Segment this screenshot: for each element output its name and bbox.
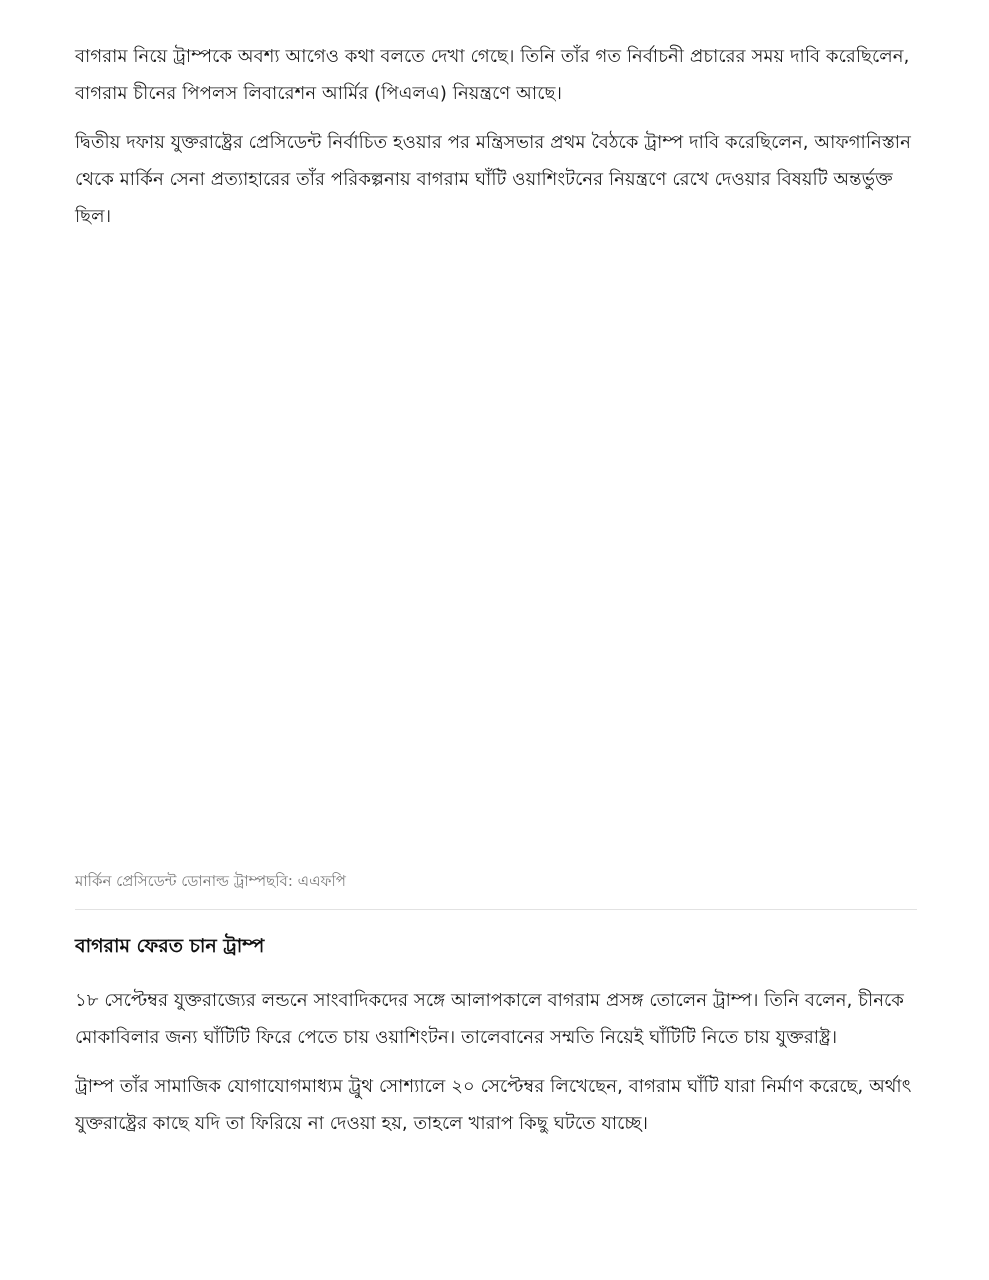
section-heading: বাগরাম ফেরত চান ট্রাম্প [75,935,265,957]
article-paragraph: ১৮ সেপ্টেম্বর যুক্তরাজ্যের লন্ডনে সাংবাদিকদের সঙ্গে আলাপকালে বাগরাম প্রসঙ্গ তোলেন ট্রাম্প। তিনি বলেন, চীনকে মোকাবিলার জন্য ঘাঁটিটি ফিরে পেতে চায় ওয়াশিংটন। তালেবানের সম্মতি নিয়েই ঘাঁটিটি নিতে চায় যুক্তরাষ্ট্র। [75,990,904,1048]
article-photo [75,262,917,852]
caption-divider [75,909,917,910]
photo-credit: ছবি: এএফপি [266,872,346,890]
article-paragraph: ট্রাম্প তাঁর সামাজিক যোগাযোগমাধ্যম ট্রুথ সোশ্যালে ২০ সেপ্টেম্বর লিখেছেন, বাগরাম ঘাঁটি যারা নির্মাণ করেছে, অর্থাৎ যুক্তরাষ্ট্রের কাছে যদি তা ফিরিয়ে না দেওয়া হয়, তাহলে খারাপ কিছু ঘটতে যাচ্ছে। [75,1076,912,1134]
article-body-top [75,38,917,247]
article-paragraph: দ্বিতীয় দফায় যুক্তরাষ্ট্রের প্রেসিডেন্ট নির্বাচিত হওয়ার পর মন্ত্রিসভার প্রথম বৈঠকে ট্রাম্প দাবি করেছিলেন, আফগানিস্তান থেকে মার্কিন সেনা প্রত্যাহারের তাঁর পরিকল্পনায় বাগরাম ঘাঁটি ওয়াশিংটনের নিয়ন্ত্রণে রেখে দেওয়ার বিষয়টি অন্তর্ভুক্ত ছিল। [75,132,911,227]
photo-caption: মার্কিন প্রেসিডেন্ট ডোনাল্ড ট্রাম্প [75,872,267,890]
photo-caption-block [75,866,917,896]
article-section [75,928,917,1154]
article-paragraph: বাগরাম নিয়ে ট্রাম্পকে অবশ্য আগেও কথা বলতে দেখা গেছে। তিনি তাঁর গত নির্বাচনী প্রচারের সময় দাবি করেছিলেন, বাগরাম চীনের পিপলস লিবারেশন আর্মির (পিএলএ) নিয়ন্ত্রণে আছে। [75,46,910,104]
